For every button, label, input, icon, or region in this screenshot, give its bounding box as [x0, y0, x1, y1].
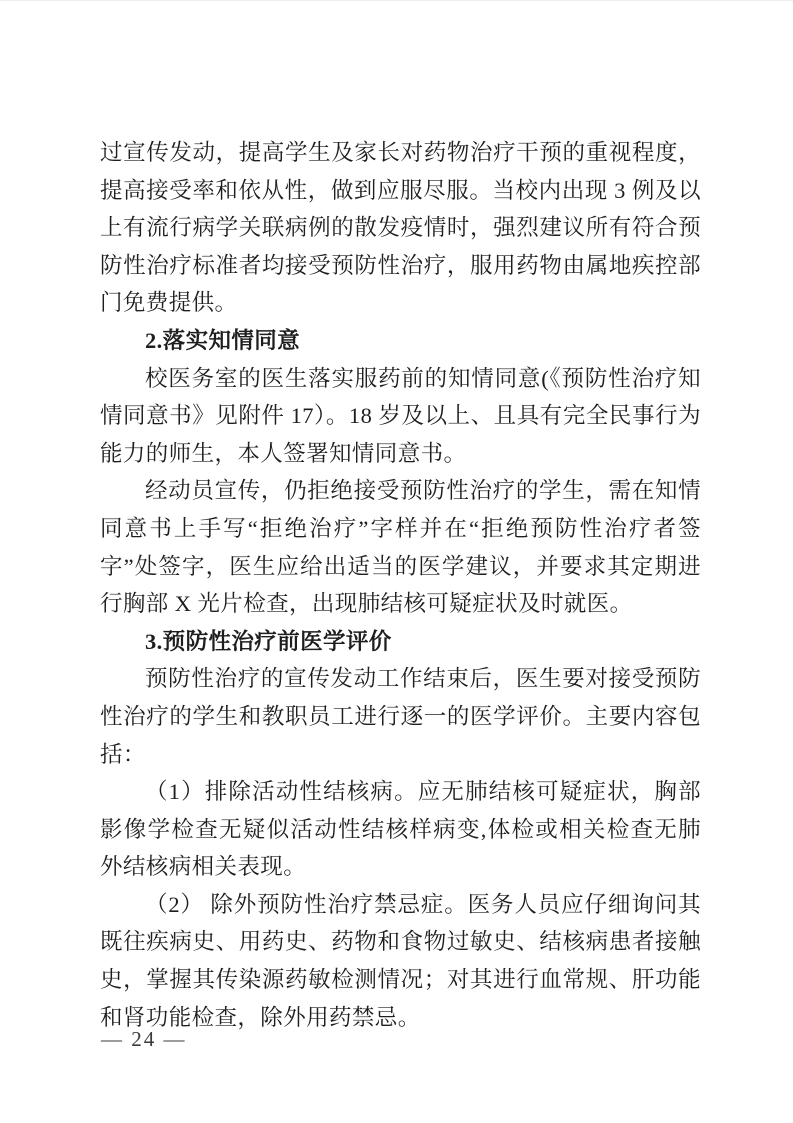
- paragraph-informed-consent-signing: 校医务室的医生落实服药前的知情同意(《预防性治疗知情同意书》见附件 17）。18 岁及以上、且具有完全民事行为能力的师生，本人签署知情同意书。: [100, 365, 701, 466]
- document-body: [100, 134, 701, 1036]
- paragraph-item-1-exclude-active-tb: （1）排除活动性结核病。应无肺结核可疑症状，胸部影像学检查无疑似活动性结核样病变,体检或相关检查无肺外结核病相关表现。: [100, 779, 701, 880]
- paragraph-evaluation-overview: 预防性治疗的宣传发动工作结束后，医生要对接受预防性治疗的学生和教职员工进行逐一的医学评价。主要内容包括：: [100, 666, 701, 767]
- paragraph-item-2-exclude-contraindications: （2） 除外预防性治疗禁忌症。医务人员应仔细询问其既往疾病史、用药史、药物和食物过敏史、结核病患者接触史，掌握其传染源药敏检测情况；对其进行血常规、肝功能和肾功能检查，除外用药禁忌。: [100, 891, 701, 1030]
- page-number: — 24 —: [101, 1027, 187, 1051]
- paragraph-refusal-procedure: 经动员宣传，仍拒绝接受预防性治疗的学生，需在知情同意书上手写“拒绝治疗”字样并在“拒绝预防性治疗者签字”处签字，医生应给出适当的医学建议，并要求其定期进行胸部 X 光片检查，出现肺结核可疑症状及时就医。: [100, 478, 701, 617]
- section-heading-informed-consent: 2.落实知情同意: [145, 327, 301, 353]
- section-heading-pretreatment-medical-evaluation: 3.预防性治疗前医学评价: [145, 628, 392, 654]
- paragraph-continuation-mobilization: 过宣传发动，提高学生及家长对药物治疗干预的重视程度，提高接受率和依从性，做到应服尽服。当校内出现 3 例及以上有流行病学关联病例的散发疫情时，强烈建议所有符合预防性治疗标准者均接受预防性治疗，服用药物由属地疾控部门免费提供。: [100, 140, 701, 316]
